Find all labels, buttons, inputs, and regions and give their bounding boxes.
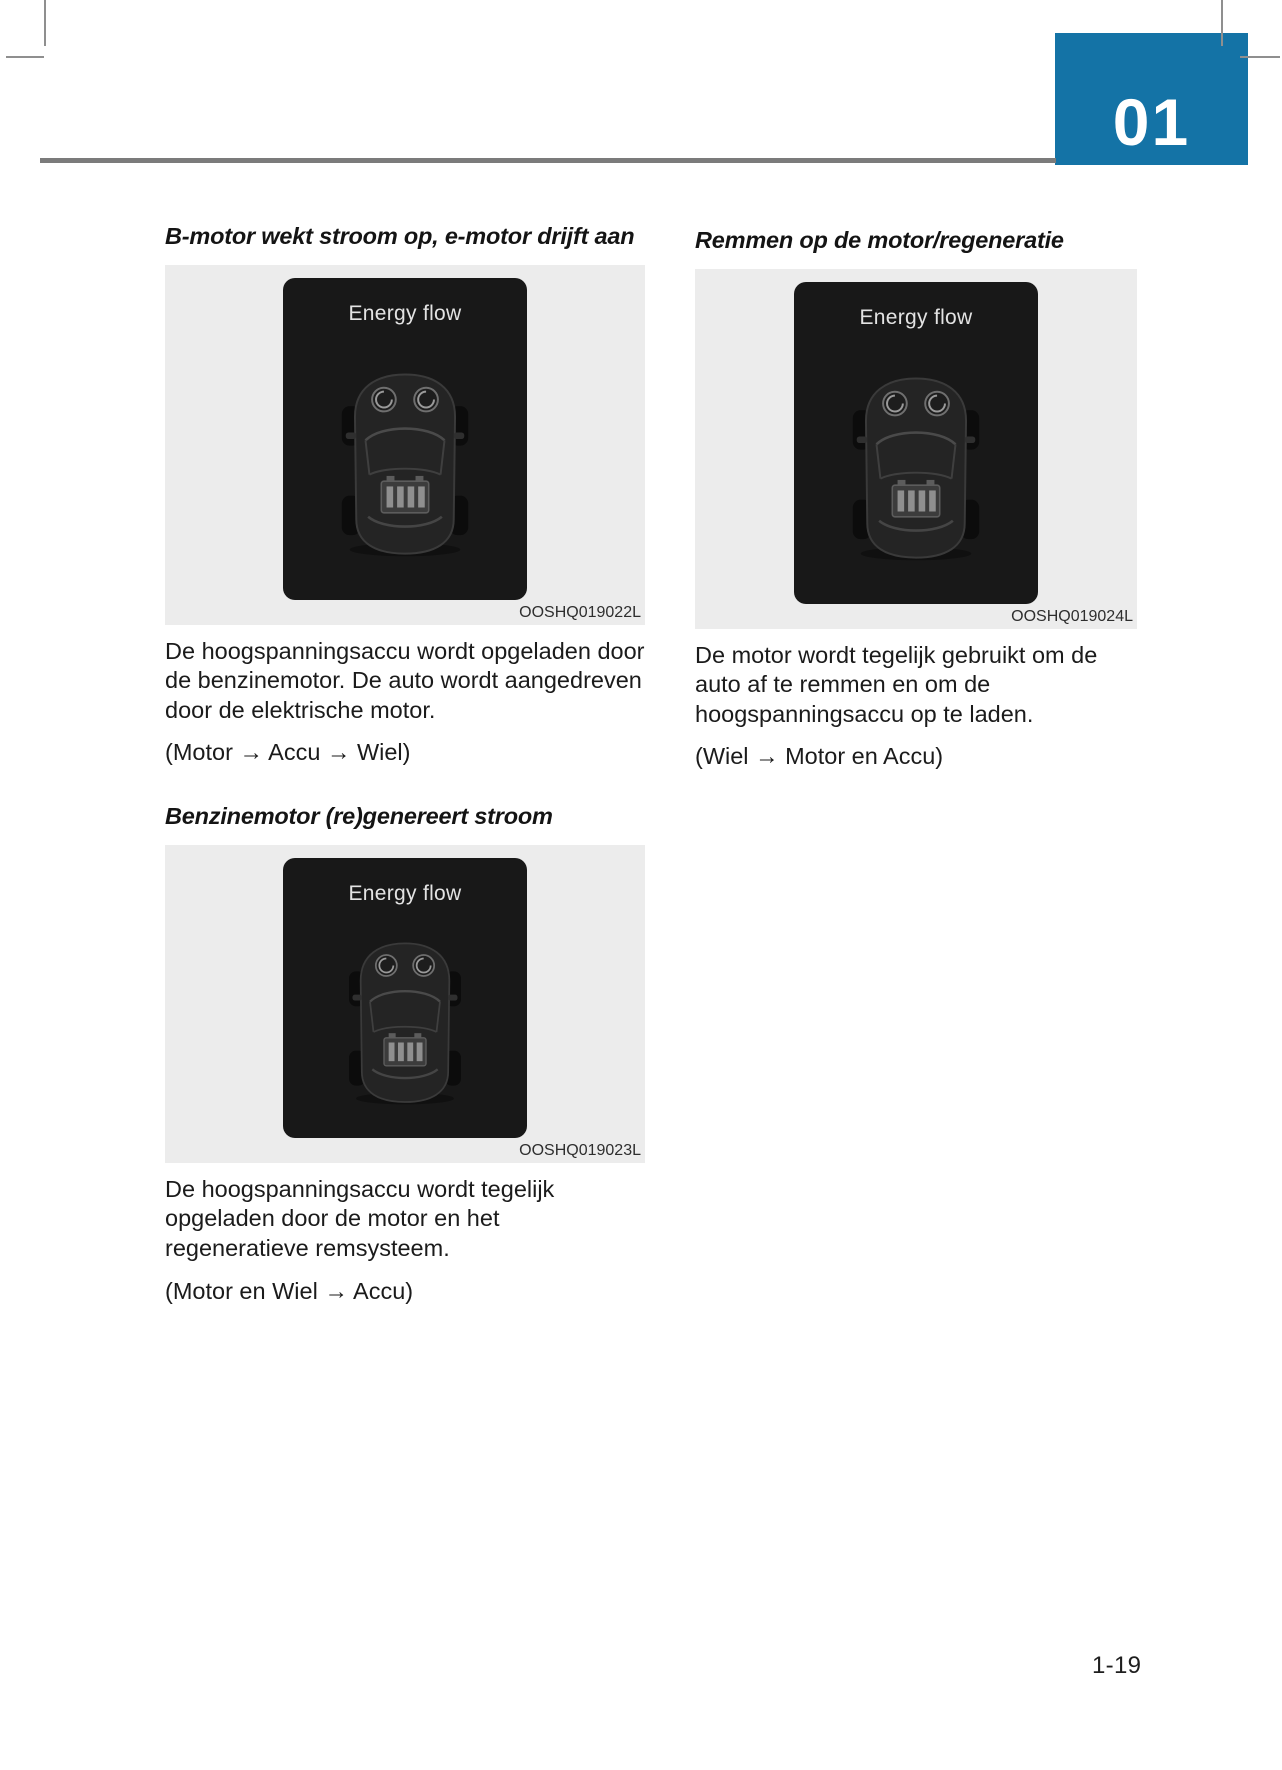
crop-mark-top-right-horizontal <box>1240 56 1280 58</box>
hybrid-car-illustration <box>794 330 1038 604</box>
figure-caption: OOSHQ019022L <box>519 603 641 621</box>
car-top-view-icon <box>837 368 995 566</box>
header-rule <box>40 158 1056 163</box>
body-paragraph: De hoogspanningsaccu wordt opgeladen door de benzinemotor. De auto wordt aangedreven door de elektrische motor. <box>165 637 645 723</box>
energy-flow-title: Energy flow <box>348 881 462 905</box>
figure-caption: OOSHQ019023L <box>519 1141 641 1159</box>
crop-mark-top-left-horizontal <box>6 56 44 58</box>
hybrid-car-illustration <box>283 906 527 1138</box>
energy-flow-title: Energy flow <box>348 301 462 325</box>
figure-panel <box>695 269 1137 629</box>
section-benzinemotor <box>165 802 645 1306</box>
figure-panel <box>165 845 645 1163</box>
right-column <box>695 226 1137 772</box>
page-number: 1-19 <box>1092 1652 1142 1679</box>
chapter-number: 01 <box>1112 85 1191 159</box>
flow-sequence: (Motor → Accu → Wiel) <box>165 739 411 766</box>
flow-sequence: (Motor en Wiel → Accu) <box>165 1277 414 1304</box>
body-paragraph: De hoogspanningsaccu wordt tegelijk opgeladen door de motor en het regeneratieve remsysteem. <box>165 1175 555 1261</box>
figure-panel <box>165 265 645 625</box>
energy-flow-screen <box>794 282 1038 604</box>
flow-sequence: (Wiel → Motor en Accu) <box>695 743 944 770</box>
section-remmen <box>695 226 1137 772</box>
left-column <box>165 222 645 1306</box>
section-heading: Benzinemotor (re)genereert stroom <box>165 803 553 830</box>
crop-mark-top-right-vertical <box>1221 0 1223 46</box>
section-heading: Remmen op de motor/regeneratie <box>695 227 1064 253</box>
figure-caption: OOSHQ019024L <box>1011 607 1133 625</box>
section-heading: B-motor wekt stroom op, e-motor drijft aan <box>165 223 635 249</box>
energy-flow-screen <box>283 278 527 600</box>
body-paragraph: De motor wordt tegelijk gebruikt om de auto af te remmen en om de hoogspanningsaccu op te laden. <box>695 641 1098 727</box>
crop-mark-top-left-vertical <box>44 0 46 46</box>
chapter-badge <box>1055 33 1248 165</box>
car-top-view-icon <box>335 934 475 1109</box>
section-b-motor <box>165 222 645 768</box>
hybrid-car-illustration <box>283 326 527 600</box>
energy-flow-screen <box>283 858 527 1138</box>
car-top-view-icon <box>326 364 484 562</box>
energy-flow-title: Energy flow <box>859 305 973 329</box>
